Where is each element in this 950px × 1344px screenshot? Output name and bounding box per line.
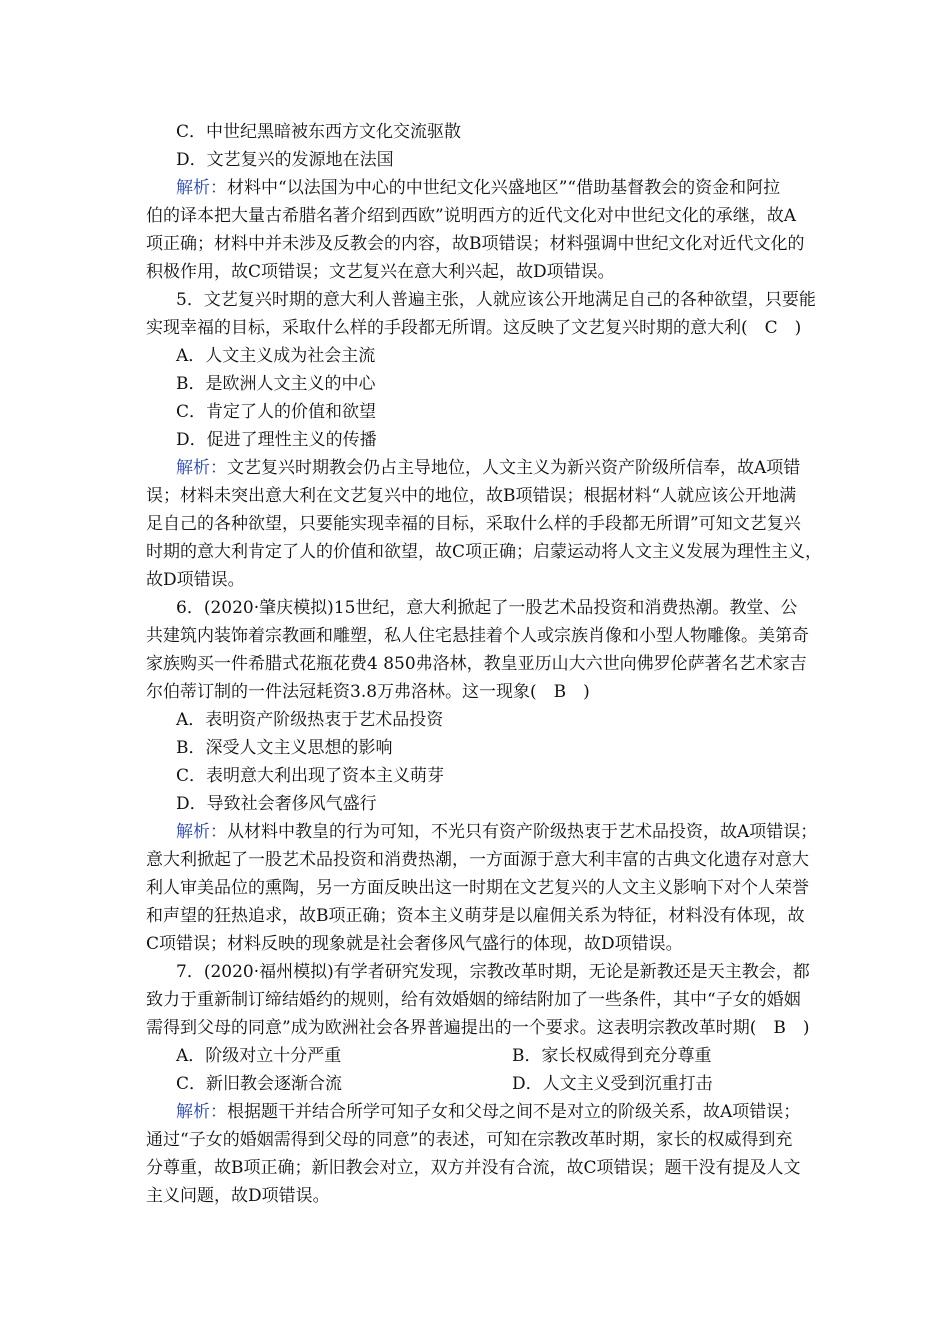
q5-analysis-line-1 (176, 454, 846, 482)
q4-analysis-line-4: 积极作用，故C项错误；文艺复兴在意大利兴起，故D项错误。 (146, 262, 615, 282)
analysis-text: 根据题干并结合所学可知子女和父母之间不是对立的阶级关系，故A项错误； (227, 1102, 801, 1122)
q6-stem-line-4: 尔伯蒂订制的一件法冠耗资3.8万弗洛林。这一现象( B ) (146, 682, 590, 702)
q6-stem-line-2: 共建筑内装饰着宗教画和雕塑，私人住宅悬挂着个人或宗族肖像和小型人物雕像。美第奇 (146, 626, 809, 646)
q7-option-a: A．阶级对立十分严重 (176, 1046, 342, 1066)
q6-analysis-line-1 (176, 818, 846, 846)
analysis-text: 从材料中教皇的行为可知，不光只有资产阶级热衷于艺术品投资，故A项错误； (227, 822, 818, 842)
q4-analysis-line-1 (176, 174, 846, 202)
q4-option-d: D．文艺复兴的发源地在法国 (176, 150, 394, 170)
q4-analysis-line-2: 伯的译本把大量古希腊名著介绍到西欧”说明西方的近代文化对中世纪文化的承继，故A (146, 206, 796, 226)
analysis-label: 解析： (176, 178, 227, 198)
q4-analysis-line-3: 项正确；材料中并未涉及反教会的内容，故B项错误；材料强调中世纪文化对近代文化的 (146, 234, 805, 254)
q5-option-a: A．人文主义成为社会主流 (176, 346, 376, 366)
q5-analysis-line-3: 足自己的各种欲望，只要能实现幸福的目标，采取什么样的手段都无所谓”可知文艺复兴 (146, 514, 801, 534)
q5-option-c: C．肯定了人的价值和欲望 (176, 402, 377, 422)
q7-stem-line-2: 致力于重新制订缔结婚约的规则，给有效婚姻的缔结附加了一些条件，其中“子女的婚姻 (146, 990, 801, 1010)
q5-analysis-line-5: 故D项错误。 (146, 570, 245, 590)
q6-analysis-line-5: C项错误；材料反映的现象就是社会奢侈风气盛行的体现，故D项错误。 (146, 934, 683, 954)
q6-analysis-line-3: 利人审美品位的熏陶，另一方面反映出这一时期在文艺复兴的人文主义影响下对个人荣誉 (146, 878, 809, 898)
q5-stem-line-2: 实现幸福的目标，采取什么样的手段都无所谓。这反映了文艺复兴时期的意大利( C ) (146, 318, 802, 338)
q7-stem-line-3: 需得到父母的同意”成为欧洲社会各界普遍提出的一个要求。这表明宗教改革时期( B ) (146, 1018, 810, 1038)
q6-option-a: A．表明资产阶级热衷于艺术品投资 (176, 710, 444, 730)
analysis-text: 文艺复兴时期教会仍占主导地位，人文主义为新兴资产阶级所信奉，故A项错 (227, 458, 801, 478)
q6-option-d: D．导致社会奢侈风气盛行 (176, 794, 377, 814)
q7-analysis-line-4: 主义问题，故D项错误。 (146, 1186, 330, 1206)
q6-stem-line-3: 家族购买一件希腊式花瓶花费4 850弗洛林，教皇亚历山大六世向佛罗伦萨著名艺术家吉 (146, 654, 807, 674)
q6-stem-line-1: 6．(2020·肇庆模拟)15世纪，意大利掀起了一股艺术品投资和消费热潮。教堂、公 (176, 598, 798, 618)
q7-stem-line-1: 7．(2020·福州模拟)有学者研究发现，宗教改革时期，无论是新教还是天主教会，都 (176, 962, 810, 982)
q7-option-d: D．人文主义受到沉重打击 (512, 1074, 713, 1094)
q7-option-c: C．新旧教会逐渐合流 (176, 1074, 343, 1094)
q6-option-c: C．表明意大利出现了资本主义萌芽 (176, 766, 445, 786)
analysis-label: 解析： (176, 1102, 227, 1122)
q5-option-b: B．是欧洲人文主义的中心 (176, 374, 376, 394)
q5-analysis-line-2: 误；材料未突出意大利在文艺复兴中的地位，故B项错误；根据材料“人就应该公开地满 (146, 486, 797, 506)
q4-option-c: C．中世纪黑暗被东西方文化交流驱散 (176, 122, 462, 142)
q7-option-b: B．家长权威得到充分尊重 (512, 1046, 712, 1066)
q6-option-b: B．深受人文主义思想的影响 (176, 738, 393, 758)
analysis-label: 解析： (176, 822, 227, 842)
q5-option-d: D．促进了理性主义的传播 (176, 430, 377, 450)
q5-analysis-line-4: 时期的意大利肯定了人的价值和欲望，故C项正确；启蒙运动将人文主义发展为理性主义， (146, 542, 823, 562)
analysis-text: 材料中“以法国为中心的中世纪文化兴盛地区”“借助基督教会的资金和阿拉 (227, 178, 781, 198)
analysis-label: 解析： (176, 458, 227, 478)
q7-analysis-line-1 (176, 1098, 846, 1126)
q6-analysis-line-4: 和声望的狂热追求，故B项正确；资本主义萌芽是以雇佣关系为特征，材料没有体现，故 (146, 906, 805, 926)
q7-analysis-line-3: 分尊重，故B项正确；新旧教会对立，双方并没有合流，故C项错误；题干没有提及人文 (146, 1158, 801, 1178)
q5-stem-line-1: 5．文艺复兴时期的意大利人普遍主张，人就应该公开地满足自己的各种欲望，只要能 (176, 290, 816, 310)
q6-analysis-line-2: 意大利掀起了一股艺术品投资和消费热潮，一方面源于意大利丰富的古典文化遗存对意大 (146, 850, 809, 870)
q7-analysis-line-2: 通过“子女的婚姻需得到父母的同意”的表述，可知在宗教改革时期，家长的权威得到充 (146, 1130, 793, 1150)
